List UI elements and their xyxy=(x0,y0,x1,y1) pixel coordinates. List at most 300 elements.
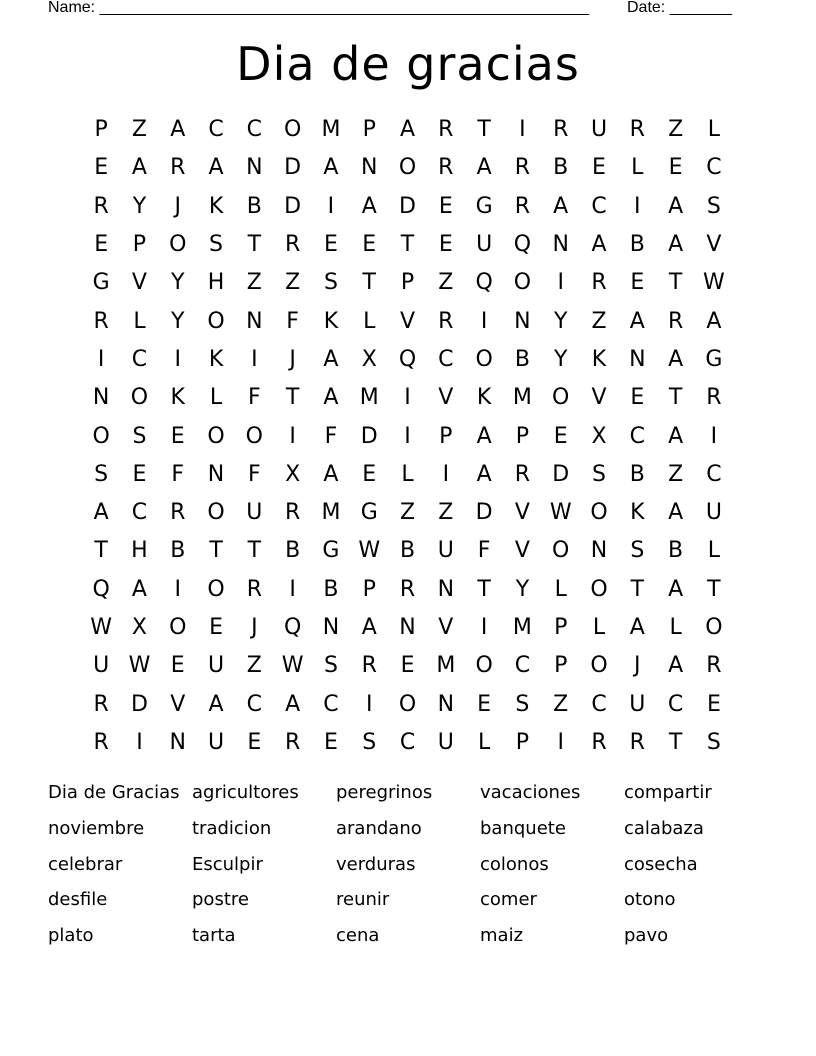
grid-cell[interactable]: I xyxy=(557,270,564,296)
grid-cell[interactable]: G xyxy=(360,500,378,526)
grid-cell[interactable]: O xyxy=(245,423,263,449)
grid-cell[interactable]: R xyxy=(284,729,301,755)
grid-cell[interactable]: C xyxy=(591,193,607,219)
grid-cell[interactable]: N xyxy=(437,691,455,717)
grid-cell[interactable]: I xyxy=(442,461,450,487)
grid-cell[interactable]: O xyxy=(92,423,110,449)
grid-cell[interactable]: N xyxy=(552,232,569,258)
grid-cell[interactable]: J xyxy=(174,193,181,219)
grid-cell[interactable]: C xyxy=(131,346,148,372)
grid-cell[interactable]: I xyxy=(404,385,411,411)
grid-cell[interactable]: X xyxy=(361,346,377,372)
grid-cell[interactable]: E xyxy=(668,155,683,181)
grid-cell[interactable]: N xyxy=(92,385,110,411)
grid-cell[interactable]: A xyxy=(476,423,492,449)
grid-cell[interactable]: L xyxy=(363,308,376,334)
grid-cell[interactable]: L xyxy=(707,117,721,143)
grid-cell[interactable]: Z xyxy=(438,500,454,526)
grid-cell[interactable]: U xyxy=(705,500,722,526)
grid-cell[interactable]: Z xyxy=(668,461,684,487)
grid-cell[interactable]: W xyxy=(128,653,151,679)
grid-cell[interactable]: M xyxy=(321,117,341,143)
grid-cell[interactable]: B xyxy=(668,538,684,564)
grid-cell[interactable]: N xyxy=(246,155,263,181)
grid-cell[interactable]: B xyxy=(246,193,262,219)
grid-cell[interactable]: U xyxy=(246,500,263,526)
grid-cell[interactable]: A xyxy=(668,653,684,679)
grid-cell[interactable]: I xyxy=(97,346,105,372)
grid-cell[interactable]: X xyxy=(285,461,301,487)
grid-cell[interactable]: R xyxy=(361,653,377,679)
grid-cell[interactable]: N xyxy=(169,729,186,755)
grid-cell[interactable]: Q xyxy=(92,576,110,602)
grid-cell[interactable]: P xyxy=(94,117,108,143)
grid-cell[interactable]: C xyxy=(131,500,148,526)
grid-cell[interactable]: O xyxy=(475,346,493,372)
grid-cell[interactable]: E xyxy=(477,691,492,717)
grid-cell[interactable]: O xyxy=(207,576,225,602)
grid-cell[interactable]: L xyxy=(477,729,491,755)
grid-cell[interactable]: R xyxy=(438,308,454,334)
grid-cell[interactable]: R xyxy=(514,193,531,219)
grid-cell[interactable]: I xyxy=(557,729,564,755)
grid-row xyxy=(82,149,733,187)
grid-cell[interactable]: T xyxy=(362,270,376,296)
grid-cell[interactable]: E xyxy=(323,729,338,755)
grid-cell[interactable]: T xyxy=(630,576,645,602)
grid-cell[interactable]: U xyxy=(476,232,493,258)
grid-cell[interactable]: C xyxy=(514,653,531,679)
grid-cell[interactable]: A xyxy=(361,615,377,640)
grid-cell[interactable]: R xyxy=(170,500,186,526)
grid-cell[interactable]: F xyxy=(286,308,299,334)
grid-cell[interactable]: H xyxy=(207,270,225,296)
grid-cell[interactable]: Z xyxy=(285,270,301,296)
grid-cell[interactable]: S xyxy=(592,461,606,487)
name-field[interactable]: Name: _______________________________________________________ xyxy=(48,0,589,16)
grid-cell[interactable]: T xyxy=(477,117,491,143)
grid-cell[interactable]: G xyxy=(475,193,493,219)
grid-cell[interactable]: A xyxy=(476,461,492,487)
grid-cell[interactable]: C xyxy=(629,423,645,449)
grid-cell[interactable]: C xyxy=(246,117,263,143)
grid-cell[interactable]: A xyxy=(668,423,684,449)
grid-cell[interactable]: C xyxy=(706,461,722,487)
grid-cell[interactable]: P xyxy=(515,729,530,755)
grid-cell[interactable]: B xyxy=(323,576,339,602)
grid-cell[interactable]: O xyxy=(590,500,608,526)
grid-cell[interactable]: A xyxy=(323,461,339,487)
grid-cell[interactable]: R xyxy=(553,117,569,143)
grid-cell[interactable]: Z xyxy=(399,500,416,526)
grid-cell[interactable]: J xyxy=(251,615,258,640)
grid-cell[interactable]: E xyxy=(323,232,338,258)
grid-cell[interactable]: T xyxy=(668,729,683,755)
grid-cell[interactable]: V xyxy=(514,500,530,526)
grid-cell[interactable]: L xyxy=(133,308,146,334)
grid-cell[interactable]: I xyxy=(289,423,296,449)
grid-cell[interactable]: U xyxy=(437,729,454,755)
grid-cell[interactable]: S xyxy=(515,691,530,717)
word-list-item: vacaciones xyxy=(480,782,581,803)
grid-cell[interactable]: O xyxy=(207,308,225,334)
grid-cell[interactable]: K xyxy=(170,385,185,411)
grid-cell[interactable]: Z xyxy=(591,308,607,334)
grid-cell[interactable]: Q xyxy=(513,232,532,258)
grid-cell[interactable]: A xyxy=(668,232,684,258)
grid-cell[interactable]: I xyxy=(480,615,488,640)
grid-cell[interactable]: N xyxy=(437,576,455,602)
grid-cell[interactable]: D xyxy=(399,193,416,219)
grid-cell[interactable]: R xyxy=(706,385,722,411)
grid-cell[interactable]: R xyxy=(93,729,109,755)
grid-cell[interactable]: K xyxy=(630,500,645,526)
grid-cell[interactable]: R xyxy=(93,308,109,334)
grid-cell[interactable]: U xyxy=(207,653,225,679)
grid-cell[interactable]: X xyxy=(131,615,147,640)
grid-cell[interactable]: J xyxy=(289,346,296,372)
grid-cell[interactable]: F xyxy=(248,385,261,411)
word-list-item: pavo xyxy=(624,925,669,947)
grid-cell[interactable]: K xyxy=(208,193,224,219)
grid-cell[interactable]: Z xyxy=(438,270,454,296)
grid-cell[interactable]: V xyxy=(591,385,607,411)
grid-cell[interactable]: B xyxy=(629,461,645,487)
grid-cell[interactable]: Y xyxy=(132,193,147,219)
word-list-item: desfile xyxy=(48,889,108,911)
grid-cell[interactable]: N xyxy=(246,308,263,334)
grid-cell[interactable]: B xyxy=(170,538,186,564)
grid-cell[interactable]: L xyxy=(707,538,721,564)
grid-cell[interactable]: I xyxy=(634,193,641,219)
grid-cell[interactable]: A xyxy=(706,308,722,334)
grid-cell[interactable]: A xyxy=(208,691,224,717)
grid-cell[interactable]: O xyxy=(207,500,225,526)
grid-cell[interactable]: A xyxy=(553,193,569,219)
grid-cell[interactable]: Y xyxy=(515,576,530,602)
grid-cell[interactable]: P xyxy=(362,576,376,602)
grid-cell[interactable]: L xyxy=(209,385,223,411)
grid-cell[interactable]: V xyxy=(514,538,530,564)
grid-cell[interactable]: A xyxy=(476,155,492,181)
grid-cell[interactable]: A xyxy=(399,117,416,143)
grid-cell[interactable]: C xyxy=(591,691,607,717)
grid-cell[interactable]: I xyxy=(174,346,181,372)
grid-cell[interactable]: S xyxy=(706,729,721,755)
grid-cell[interactable]: O xyxy=(705,615,723,640)
grid-cell[interactable]: E xyxy=(94,232,109,258)
grid-cell[interactable]: T xyxy=(477,576,491,602)
grid-cell[interactable]: E xyxy=(170,653,185,679)
grid-cell[interactable]: B xyxy=(553,155,569,181)
grid-cell[interactable]: Q xyxy=(398,346,417,372)
grid-cell[interactable]: K xyxy=(323,308,339,334)
grid-cell[interactable]: P xyxy=(554,615,568,640)
grid-cell[interactable]: G xyxy=(705,346,723,372)
grid-cell[interactable]: A xyxy=(131,576,147,602)
grid-cell[interactable]: U xyxy=(437,538,454,564)
grid-cell[interactable]: L xyxy=(669,615,682,640)
grid-cell[interactable]: A xyxy=(323,385,339,411)
grid-cell[interactable]: P xyxy=(515,423,530,449)
grid-cell[interactable]: I xyxy=(289,576,296,602)
grid-cell[interactable]: E xyxy=(132,461,147,487)
grid-cell[interactable]: P xyxy=(439,423,453,449)
grid-cell[interactable]: U xyxy=(207,729,225,755)
grid-cell[interactable]: N xyxy=(590,538,608,564)
grid-cell[interactable]: E xyxy=(706,691,721,717)
grid-cell[interactable]: V xyxy=(399,308,416,334)
grid-cell[interactable]: S xyxy=(362,729,377,755)
grid-cell[interactable]: S xyxy=(630,538,645,564)
grid-cell[interactable]: A xyxy=(323,346,339,372)
grid-cell[interactable]: A xyxy=(323,155,339,181)
grid-cell[interactable]: P xyxy=(362,117,376,143)
grid-cell[interactable]: B xyxy=(399,538,416,564)
grid-cell[interactable]: G xyxy=(322,538,340,564)
grid-cell[interactable]: L xyxy=(401,461,414,487)
grid-cell[interactable]: I xyxy=(710,423,718,449)
grid-cell[interactable]: M xyxy=(321,500,341,526)
grid-cell[interactable]: Z xyxy=(131,117,147,143)
grid-cell[interactable]: Y xyxy=(171,308,185,334)
grid-cell[interactable]: Y xyxy=(553,346,568,372)
grid-cell[interactable]: P xyxy=(400,270,415,296)
grid-cell[interactable]: C xyxy=(323,691,339,717)
grid-cell[interactable]: R xyxy=(591,270,607,296)
grid-cell[interactable]: O xyxy=(513,270,532,296)
grid-cell[interactable]: O xyxy=(283,117,302,143)
grid-cell[interactable]: A xyxy=(591,232,607,258)
grid-cell[interactable]: A xyxy=(208,155,224,181)
grid-cell[interactable]: R xyxy=(514,461,531,487)
grid-cell[interactable]: D xyxy=(284,155,302,181)
grid-cell[interactable]: S xyxy=(323,653,338,679)
grid-cell[interactable]: N xyxy=(399,615,416,640)
grid-cell[interactable]: E xyxy=(630,270,645,296)
grid-cell[interactable]: O xyxy=(552,538,570,564)
grid-cell[interactable]: W xyxy=(90,615,113,640)
grid-cell[interactable]: Z xyxy=(246,270,262,296)
grid-cell[interactable]: A xyxy=(668,500,684,526)
grid-cell[interactable]: T xyxy=(247,232,262,258)
grid-cell[interactable]: R xyxy=(284,500,301,526)
grid-cell[interactable]: L xyxy=(554,576,567,602)
grid-cell[interactable]: A xyxy=(668,193,684,219)
grid-cell[interactable]: N xyxy=(207,461,225,487)
grid-cell[interactable]: Q xyxy=(283,615,302,640)
grid-cell[interactable]: A xyxy=(629,308,645,334)
grid-cell[interactable]: E xyxy=(592,155,606,181)
grid-cell[interactable]: C xyxy=(208,117,224,143)
grid-cell[interactable]: I xyxy=(480,308,488,334)
grid-cell[interactable]: E xyxy=(362,232,377,258)
word-list-item: Esculpir xyxy=(192,853,263,875)
grid-cell[interactable]: E xyxy=(362,461,377,487)
grid-cell[interactable]: S xyxy=(323,270,338,296)
grid-cell[interactable]: V xyxy=(170,691,186,717)
grid-cell[interactable]: N xyxy=(629,346,646,372)
date-field[interactable]: Date: _______ xyxy=(627,0,732,16)
grid-cell[interactable]: R xyxy=(591,729,607,755)
grid-cell[interactable]: R xyxy=(170,155,186,181)
grid-cell[interactable]: M xyxy=(359,385,379,411)
grid-cell[interactable]: R xyxy=(93,691,109,717)
grid-cell[interactable]: Z xyxy=(553,691,569,717)
grid-cell[interactable]: Z xyxy=(668,117,684,143)
word-list-item: Dia de Gracias xyxy=(48,782,180,803)
grid-cell[interactable]: R xyxy=(246,576,262,602)
grid-cell[interactable]: O xyxy=(590,653,608,679)
grid-cell[interactable]: O xyxy=(398,691,417,717)
grid-cell[interactable]: F xyxy=(171,461,185,487)
grid-cell[interactable]: T xyxy=(247,538,262,564)
grid-cell[interactable]: W xyxy=(549,500,572,526)
grid-cell[interactable]: O xyxy=(552,385,570,411)
grid-cell[interactable]: N xyxy=(360,155,378,181)
grid-cell[interactable]: M xyxy=(436,653,456,679)
grid-cell[interactable]: R xyxy=(438,117,454,143)
grid-cell[interactable]: D xyxy=(360,423,378,449)
grid-cell[interactable]: F xyxy=(248,461,261,487)
grid-cell[interactable]: C xyxy=(667,691,684,717)
grid-cell[interactable]: R xyxy=(514,155,531,181)
grid-cell[interactable]: A xyxy=(629,615,645,640)
grid-cell[interactable]: E xyxy=(553,423,568,449)
grid-cell[interactable]: M xyxy=(512,385,532,411)
grid-cell[interactable]: D xyxy=(284,193,302,219)
grid-cell[interactable]: V xyxy=(706,232,722,258)
grid-cell[interactable]: K xyxy=(476,385,492,411)
grid-cell[interactable]: T xyxy=(209,538,223,564)
grid-cell[interactable]: C xyxy=(706,155,722,181)
grid-cell[interactable]: O xyxy=(169,615,187,640)
grid-cell[interactable]: R xyxy=(438,155,454,181)
grid-cell[interactable]: Q xyxy=(475,270,493,296)
grid-cell[interactable]: J xyxy=(634,653,641,679)
grid-cell[interactable]: O xyxy=(169,232,187,258)
grid-cell[interactable]: U xyxy=(590,117,608,143)
grid-cell[interactable]: N xyxy=(322,615,340,640)
grid-cell[interactable]: V xyxy=(438,615,454,640)
grid-cell[interactable]: F xyxy=(324,423,338,449)
grid-cell[interactable]: E xyxy=(94,155,109,181)
grid-cell[interactable]: C xyxy=(438,346,454,372)
grid-row xyxy=(82,111,733,149)
grid-cell[interactable]: G xyxy=(92,270,110,296)
grid-cell[interactable]: C xyxy=(246,691,263,717)
grid-cell[interactable]: D xyxy=(475,500,493,526)
grid-cell[interactable]: I xyxy=(136,729,143,755)
grid-cell[interactable]: R xyxy=(629,729,645,755)
grid-cell[interactable]: I xyxy=(251,346,258,372)
grid-cell[interactable]: O xyxy=(475,653,493,679)
grid-cell[interactable]: V xyxy=(131,270,147,296)
grid-cell[interactable]: M xyxy=(512,615,532,640)
grid-cell[interactable]: R xyxy=(629,117,645,143)
grid-cell[interactable]: V xyxy=(438,385,454,411)
grid-cell[interactable]: I xyxy=(365,691,373,717)
grid-cell[interactable]: C xyxy=(399,729,416,755)
grid-cell[interactable]: H xyxy=(131,538,148,564)
grid-cell[interactable]: B xyxy=(514,346,530,372)
grid-cell[interactable]: S xyxy=(706,193,721,219)
grid-cell[interactable]: W xyxy=(703,270,725,296)
grid-cell[interactable]: A xyxy=(668,346,684,372)
grid-cell[interactable]: E xyxy=(438,193,453,219)
grid-cell[interactable]: O xyxy=(398,155,417,181)
grid-cell[interactable]: A xyxy=(361,193,377,219)
grid-cell[interactable]: I xyxy=(404,423,411,449)
grid-cell[interactable]: S xyxy=(94,461,109,487)
grid-cell[interactable]: B xyxy=(285,538,301,564)
grid-cell[interactable]: S xyxy=(132,423,147,449)
grid-cell[interactable]: L xyxy=(631,155,644,181)
grid-cell[interactable]: U xyxy=(93,653,110,679)
grid-cell[interactable]: T xyxy=(668,270,683,296)
grid-cell[interactable]: T xyxy=(707,576,721,602)
grid-cell[interactable]: U xyxy=(629,691,646,717)
grid-cell[interactable]: E xyxy=(400,653,415,679)
grid-cell[interactable]: F xyxy=(477,538,491,564)
grid-cell[interactable]: T xyxy=(94,538,108,564)
grid-cell[interactable]: S xyxy=(209,232,224,258)
grid-cell[interactable]: E xyxy=(247,729,262,755)
grid-cell[interactable]: R xyxy=(667,308,684,334)
grid-cell[interactable]: X xyxy=(591,423,607,449)
grid-cell[interactable]: R xyxy=(399,576,416,602)
grid-cell[interactable]: K xyxy=(591,346,607,372)
grid-cell[interactable]: A xyxy=(131,155,147,181)
grid-cell[interactable]: P xyxy=(554,653,568,679)
grid-cell[interactable]: A xyxy=(170,117,186,143)
grid-cell[interactable]: W xyxy=(358,538,381,564)
grid-cell[interactable]: I xyxy=(174,576,181,602)
grid-cell[interactable]: A xyxy=(93,500,109,526)
grid-cell[interactable]: I xyxy=(327,193,335,219)
grid-cell[interactable]: R xyxy=(706,653,722,679)
word-list xyxy=(48,776,768,955)
grid-cell[interactable]: O xyxy=(207,423,225,449)
grid-cell[interactable]: O xyxy=(590,576,608,602)
grid-cell[interactable]: A xyxy=(668,576,684,602)
grid-cell[interactable]: E xyxy=(209,615,223,640)
grid-cell[interactable]: Z xyxy=(246,653,262,679)
grid-cell[interactable]: Y xyxy=(553,308,568,334)
grid-cell[interactable]: R xyxy=(93,193,109,219)
grid-cell[interactable]: I xyxy=(519,117,526,143)
grid-cell[interactable]: E xyxy=(438,232,453,258)
grid-cell[interactable]: E xyxy=(170,423,185,449)
grid-cell[interactable]: E xyxy=(630,385,645,411)
grid-cell[interactable]: K xyxy=(208,346,224,372)
grid-cell[interactable]: L xyxy=(592,615,606,640)
grid-cell[interactable]: P xyxy=(132,232,147,258)
grid-cell[interactable]: Y xyxy=(171,270,185,296)
grid-cell[interactable]: O xyxy=(130,385,149,411)
grid-cell[interactable]: T xyxy=(400,232,415,258)
grid-cell[interactable]: W xyxy=(281,653,304,679)
grid-cell[interactable]: T xyxy=(285,385,300,411)
grid-cell[interactable]: B xyxy=(629,232,645,258)
grid-cell[interactable]: A xyxy=(285,691,301,717)
grid-cell[interactable]: R xyxy=(284,232,301,258)
grid-cell[interactable]: D xyxy=(552,461,570,487)
grid-cell[interactable]: N xyxy=(514,308,531,334)
word-list-item: tradicion xyxy=(192,817,272,839)
grid-cell[interactable]: D xyxy=(130,691,148,717)
grid-cell[interactable]: T xyxy=(668,385,683,411)
